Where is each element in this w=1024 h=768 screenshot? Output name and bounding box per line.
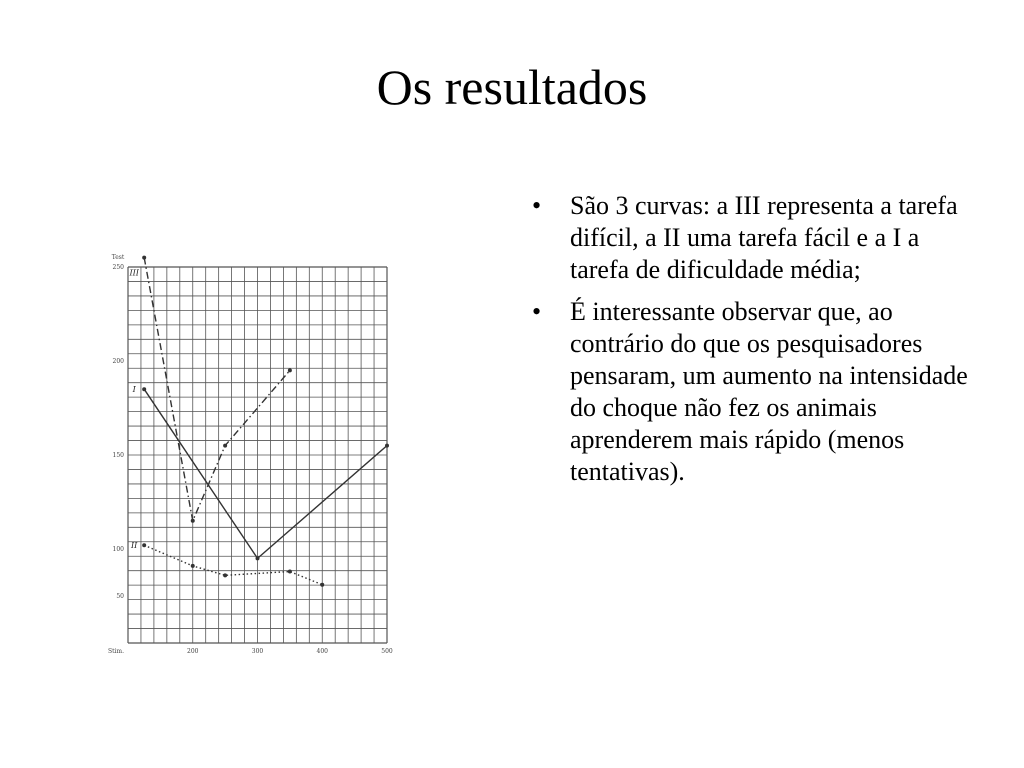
data-point-II	[320, 583, 324, 587]
bullet-text: É interessante observar que, ao contrário do que os pesquisadores pensaram, um aumento na intensidade do choque não fez os animais aprenderem mais rápido (menos tentativas).	[570, 297, 968, 486]
x-tick-label: 300	[251, 648, 264, 655]
y-tick-label: 100	[112, 546, 124, 553]
series-line-I	[144, 389, 387, 558]
y-tick-label: 50	[116, 593, 124, 600]
series-line-III	[144, 258, 290, 521]
bullet-icon: •	[532, 297, 542, 326]
data-point-III	[191, 519, 195, 523]
data-point-II	[288, 570, 292, 574]
data-point-II	[142, 543, 146, 547]
bullet-item	[530, 190, 970, 286]
x-axis-label: Stim.	[107, 648, 124, 655]
data-point-I	[385, 444, 389, 448]
series-label-I: I	[132, 385, 136, 395]
y-tick-label: 150	[112, 452, 124, 459]
line-chart	[95, 245, 395, 665]
y-tick-label: 250	[112, 264, 124, 271]
slide-title: Os resultados	[376, 59, 648, 115]
bullet-list	[530, 190, 970, 498]
data-point-III	[288, 368, 292, 372]
y-axis-label: Test	[111, 254, 125, 261]
data-point-III	[223, 444, 227, 448]
bullet-icon: •	[532, 191, 542, 220]
data-point-III	[142, 256, 146, 260]
series-label-III: III	[129, 268, 139, 278]
bullet-text: São 3 curvas: a III representa a tarefa difícil, a II uma tarefa fácil e a I a tarefa de dificuldade média;	[570, 191, 958, 284]
x-tick-label: 400	[316, 648, 328, 655]
x-tick-label: 500	[381, 648, 393, 655]
data-point-II	[223, 573, 227, 577]
data-point-II	[191, 564, 195, 568]
bullet-item	[530, 296, 970, 488]
chart-svg	[95, 245, 395, 665]
y-tick-label: 200	[112, 358, 124, 365]
series-label-II: II	[131, 541, 138, 551]
series-line-II	[144, 545, 322, 584]
data-point-I	[142, 387, 146, 391]
data-point-I	[256, 556, 260, 560]
x-tick-label: 200	[187, 648, 199, 655]
